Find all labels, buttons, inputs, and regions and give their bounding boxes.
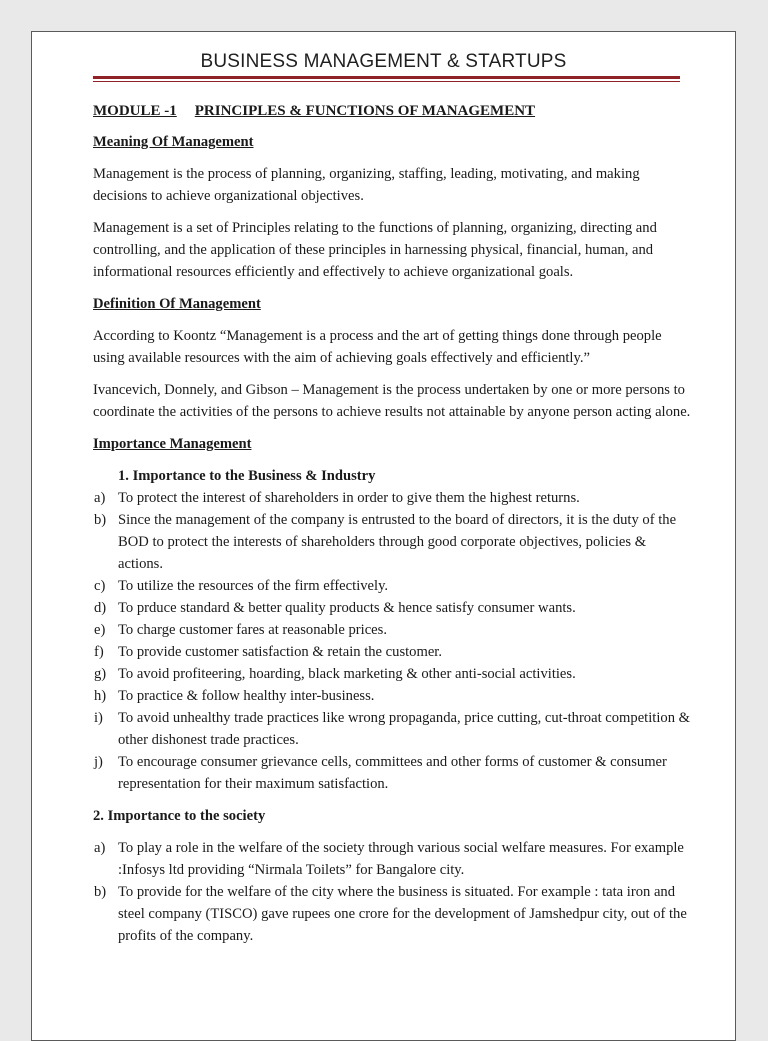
list-item-text: To encourage consumer grievance cells, committees and other forms of customer & consumer representation for their maximum satisfaction.	[118, 754, 667, 792]
importance-heading: Importance Management	[93, 436, 252, 452]
meaning-paragraph-1: Management is the process of planning, organizing, staffing, leading, motivating, and making decisions to achieve organizational objectives.	[93, 166, 640, 204]
list-item	[93, 663, 693, 685]
list-item	[93, 575, 693, 597]
meaning-heading: Meaning Of Management	[93, 134, 254, 150]
list-item-text: To avoid unhealthy trade practices like wrong propaganda, price cutting, cut-throat competition & other dishonest trade practices.	[118, 710, 690, 748]
list-item	[93, 881, 693, 947]
list-item-text: To avoid profiteering, hoarding, black marketing & other anti-social activities.	[118, 666, 576, 682]
header-rule-thin	[93, 81, 680, 82]
list-item-text: To play a role in the welfare of the society through various social welfare measures. For example :Infosys ltd providing “Nirmala Toilets” for Bangalore city.	[118, 840, 684, 878]
list-marker: a)	[94, 840, 106, 856]
list-marker: b)	[94, 884, 107, 900]
list-item-text: To protect the interest of shareholders in order to give them the highest returns.	[118, 490, 580, 506]
list-marker: e)	[94, 622, 106, 638]
list-item	[93, 837, 693, 881]
module-name: PRINCIPLES & FUNCTIONS OF MANAGEMENT	[194, 103, 536, 119]
list-marker: j)	[94, 754, 103, 770]
list-item	[93, 641, 693, 663]
list-marker: c)	[94, 578, 106, 594]
list-item	[93, 751, 693, 795]
society-importance-heading: 2. Importance to the society	[93, 808, 266, 824]
list-item-text: To charge customer fares at reasonable prices.	[118, 622, 387, 638]
business-importance-heading: 1. Importance to the Business & Industry	[118, 468, 376, 484]
list-marker: d)	[94, 600, 107, 616]
module-number: MODULE -1	[93, 103, 177, 119]
list-item-text: To provide for the welfare of the city where the business is situated. For example : tata iron and steel company (TISCO) gave rupees one crore for the development of Jamshedpur city, out of the profits of the company.	[118, 884, 687, 944]
list-item-text: Since the management of the company is entrusted to the board of directors, it is the duty of the BOD to protect the interests of shareholders through good corporate objectives, policies & actions.	[118, 512, 677, 572]
list-marker: g)	[94, 666, 107, 682]
page-header-title: BUSINESS MANAGEMENT & STARTUPS	[200, 51, 567, 72]
meaning-paragraph-2: Management is a set of Principles relating to the functions of planning, organizing, directing and controlling, and the application of these principles in harnessing physical, financial, human, and informational resources efficiently and effectively to achieve organizational goals.	[93, 220, 657, 280]
list-item	[93, 619, 693, 641]
definition-paragraph-2: Ivancevich, Donnely, and Gibson – Management is the process undertaken by one or more persons to coordinate the activities of the persons to achieve results not attainable by anyone person acting alone.	[93, 382, 691, 420]
list-item	[93, 597, 693, 619]
list-marker: h)	[94, 688, 107, 704]
list-item	[93, 509, 693, 575]
list-item-text: To utilize the resources of the firm effectively.	[118, 578, 389, 594]
list-item	[93, 707, 693, 751]
list-item-text: To practice & follow healthy inter-business.	[118, 688, 375, 704]
list-item	[93, 685, 693, 707]
definition-heading: Definition Of Management	[93, 296, 261, 312]
society-importance-list	[93, 837, 693, 947]
list-marker: a)	[94, 490, 106, 506]
list-item	[93, 487, 693, 509]
definition-paragraph-1: According to Koontz “Management is a process and the art of getting things done through people using available resources with the aim of achieving goals effectively and efficiently.”	[93, 328, 662, 366]
document-content	[93, 100, 693, 957]
list-marker: i)	[94, 710, 103, 726]
module-title	[93, 100, 693, 122]
document-page	[31, 31, 736, 1041]
header-rule	[93, 76, 680, 79]
list-marker: f)	[94, 644, 104, 660]
list-item-text: To provide customer satisfaction & retain the customer.	[118, 644, 443, 660]
list-marker: b)	[94, 512, 107, 528]
list-item-text: To prduce standard & better quality products & hence satisfy consumer wants.	[118, 600, 576, 616]
business-importance-list	[93, 487, 693, 795]
